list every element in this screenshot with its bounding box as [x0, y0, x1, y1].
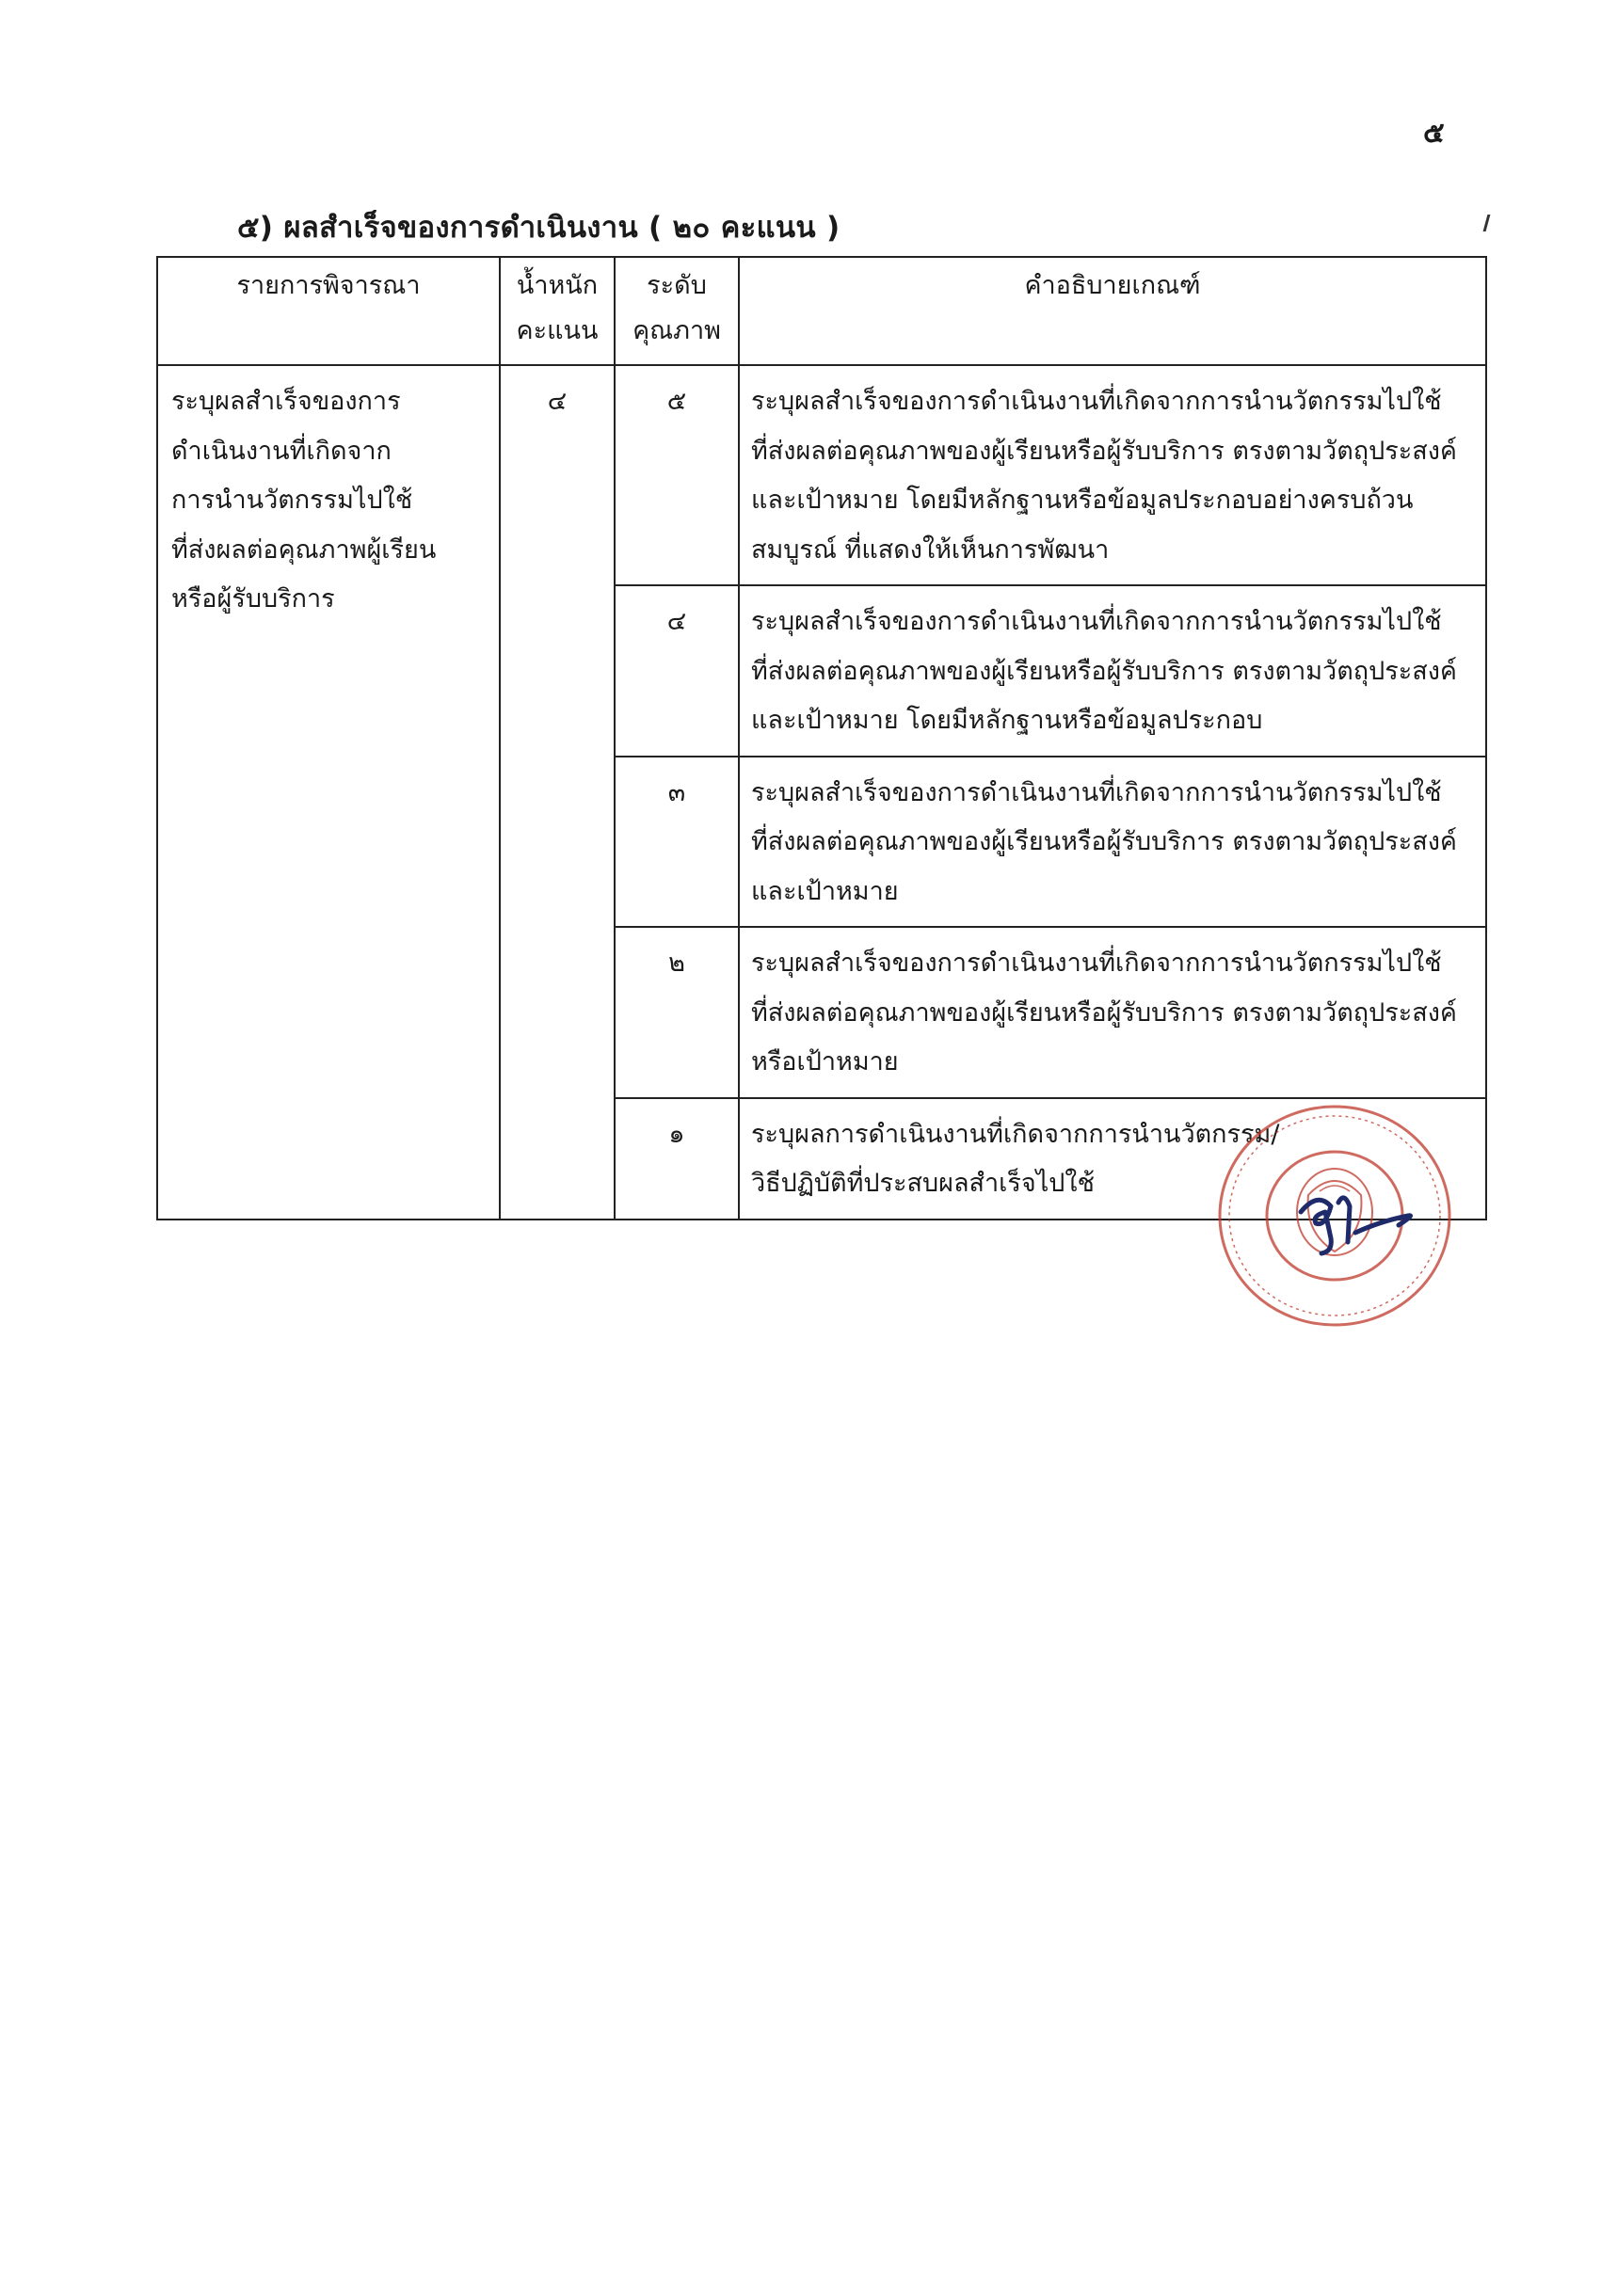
criterion-weight-cell	[500, 365, 615, 1220]
criterion-item-text: ระบุผลสำเร็จของการ ดำเนินงานที่เกิดจาก การนำนวัตกรรมไปใช้ ที่ส่งผลต่อคุณภาพผู้เรียน หรือผู้รับบริการ	[171, 387, 437, 614]
level-cell	[615, 1098, 739, 1220]
level-value: ๕	[666, 387, 687, 416]
header-level	[615, 257, 739, 365]
level-description: ระบุผลการดำเนินงานที่เกิดจากการนำนวัตกรรม/ วิธีปฏิบัติที่ประสบผลสำเร็จไปใช้	[751, 1119, 1280, 1198]
header-item	[157, 257, 500, 365]
header-level-label: ระดับ คุณภาพ	[632, 271, 721, 345]
section-title: ๕) ผลสำเร็จของการดำเนินงาน ( ๒๐ คะแนน )	[237, 211, 841, 245]
official-seal-icon	[1214, 1101, 1455, 1331]
level-cell	[615, 757, 739, 928]
stray-pen-mark	[1483, 215, 1491, 231]
seal-rings	[1220, 1107, 1449, 1325]
level-description: ระบุผลสำเร็จของการดำเนินงานที่เกิดจากการนำนวัตกรรมไปใช้ ที่ส่งผลต่อคุณภาพของผู้เรียนหรือผู้รับบริการ ตรงตามวัตถุประสงค์ หรือเป้าหมาย	[751, 949, 1457, 1076]
page-number: ๕	[1423, 117, 1445, 150]
level-description-cell	[739, 365, 1486, 585]
level-description: ระบุผลสำเร็จของการดำเนินงานที่เกิดจากการนำนวัตกรรมไปใช้ ที่ส่งผลต่อคุณภาพของผู้เรียนหรือผู้รับบริการ ตรงตามวัตถุประสงค์ และเป้าหมาย	[751, 777, 1457, 906]
level-description-cell	[739, 927, 1486, 1098]
header-weight-label: น้ำหนัก คะแนน	[516, 271, 599, 345]
header-item-label: รายการพิจารณา	[236, 271, 421, 300]
level-value: ๑	[668, 1119, 685, 1149]
table-row	[157, 365, 1486, 585]
level-cell	[615, 365, 739, 585]
level-value: ๔	[666, 607, 687, 636]
header-weight	[500, 257, 615, 365]
table-header-row	[157, 257, 1486, 365]
level-value: ๓	[667, 777, 686, 807]
level-description: ระบุผลสำเร็จของการดำเนินงานที่เกิดจากการนำนวัตกรรมไปใช้ ที่ส่งผลต่อคุณภาพของผู้เรียนหรือผู้รับบริการ ตรงตามวัตถุประสงค์ และเป้าหมาย โดยมีหลักฐานหรือข้อมูลประกอบอย่างครบถ้วน สมบูรณ์ ที่แสดงให้เห็นการพัฒนา	[751, 387, 1457, 565]
level-value: ๒	[668, 949, 685, 978]
level-cell	[615, 585, 739, 757]
level-cell	[615, 927, 739, 1098]
level-description: ระบุผลสำเร็จของการดำเนินงานที่เกิดจากการนำนวัตกรรมไปใช้ ที่ส่งผลต่อคุณภาพของผู้เรียนหรือผู้รับบริการ ตรงตามวัตถุประสงค์ และเป้าหมาย โดยมีหลักฐานหรือข้อมูลประกอบ	[751, 607, 1457, 735]
level-description-cell	[739, 757, 1486, 928]
criterion-weight-value: ๔	[547, 387, 568, 416]
header-description	[739, 257, 1486, 365]
header-description-label: คำอธิบายเกณฑ์	[1024, 271, 1201, 300]
criterion-item-cell	[157, 365, 500, 1220]
level-description-cell	[739, 585, 1486, 757]
criteria-table	[156, 256, 1487, 1220]
